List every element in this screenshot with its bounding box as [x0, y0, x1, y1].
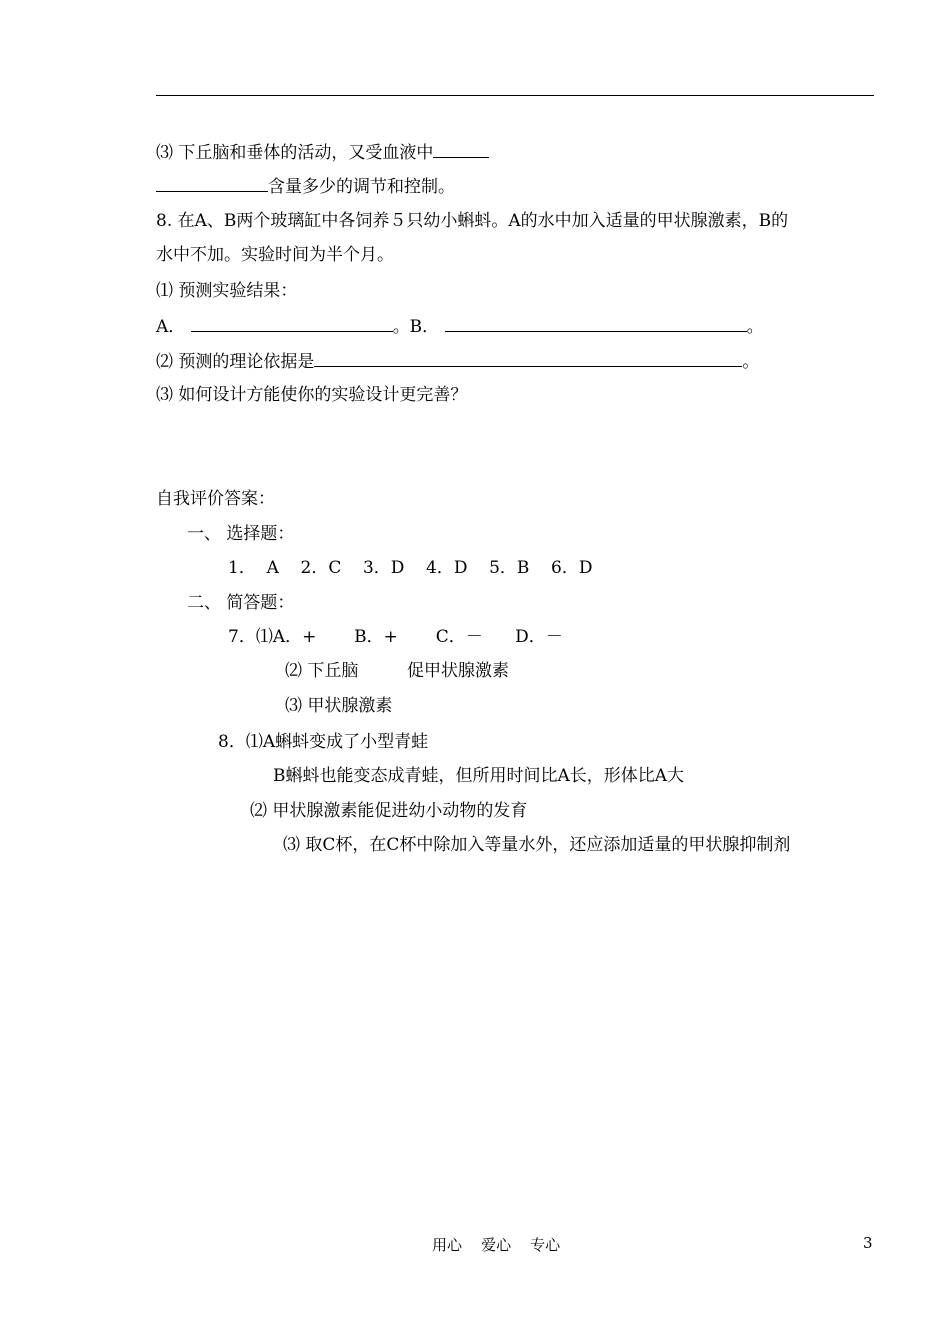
answer-blank-b[interactable] — [445, 315, 747, 332]
answer-8-3: ⑶ 取C杯，在C杯中除加入等量水外，还应添加适量的甲状腺抑制剂 — [283, 835, 791, 855]
q8-sub2-text: ⑵ 预测的理论依据是 — [156, 352, 315, 372]
q7-3-line2 — [156, 175, 455, 198]
answer-8-1b: B蝌蚪也能变态成青蛙，但所用时间比A长，形体比A大 — [273, 766, 685, 786]
q7-3-text1: ⑶ 下丘脑和垂体的活动，又受血液中 — [156, 143, 434, 163]
q8-sub1-end: 。 — [746, 317, 764, 337]
q8-sub1: ⑴ 预测实验结果： — [156, 281, 298, 301]
q7-3-line1 — [156, 141, 489, 164]
q8-sub2 — [156, 350, 759, 373]
q8-b-label: 。B． — [392, 317, 440, 337]
answer-blank-a[interactable] — [191, 315, 393, 332]
answer-blank[interactable] — [433, 141, 489, 158]
answer-8-1: 8．⑴A蝌蚪变成了小型青蛙 — [218, 732, 429, 752]
footer-motto: 用心 爱心 专心 — [432, 1236, 561, 1254]
answer-blank[interactable] — [156, 175, 268, 192]
answer-blank[interactable] — [314, 350, 742, 367]
q8-sub1-answers — [156, 315, 764, 338]
q8-stem-line2: 水中不加。实验时间为半个月。 — [156, 245, 394, 265]
answers-section-choice: 一、 选择题： — [187, 524, 295, 544]
choice-answers: 1． A 2．C 3．D 4．D 5．B 6．D — [228, 558, 593, 578]
answers-section-short: 二、 简答题： — [187, 593, 295, 613]
answer-7-2: ⑵ 下丘脑 促甲状腺激素 — [285, 661, 510, 681]
q7-3-text2: 含量多少的调节和控制。 — [268, 177, 455, 197]
answer-7-3: ⑶ 甲状腺激素 — [285, 696, 393, 716]
answers-heading: 自我评价答案： — [156, 489, 275, 509]
q8-a-label: A． — [156, 317, 186, 337]
q8-sub3: ⑶ 如何设计方能使你的实验设计更完善？ — [156, 385, 468, 405]
page-number: 3 — [863, 1234, 873, 1252]
answer-7-1: 7．⑴A．+ B．+ C．－ D．－ — [228, 627, 563, 647]
header-rule — [156, 95, 874, 96]
answer-8-2: ⑵ 甲状腺激素能促进幼小动物的发育 — [250, 801, 528, 821]
q8-stem-line1: 8. 在A、B两个玻璃缸中各饲养５只幼小蝌蚪。A的水中加入适量的甲状腺激素，B的 — [156, 211, 789, 231]
q8-sub2-end: 。 — [742, 352, 760, 372]
